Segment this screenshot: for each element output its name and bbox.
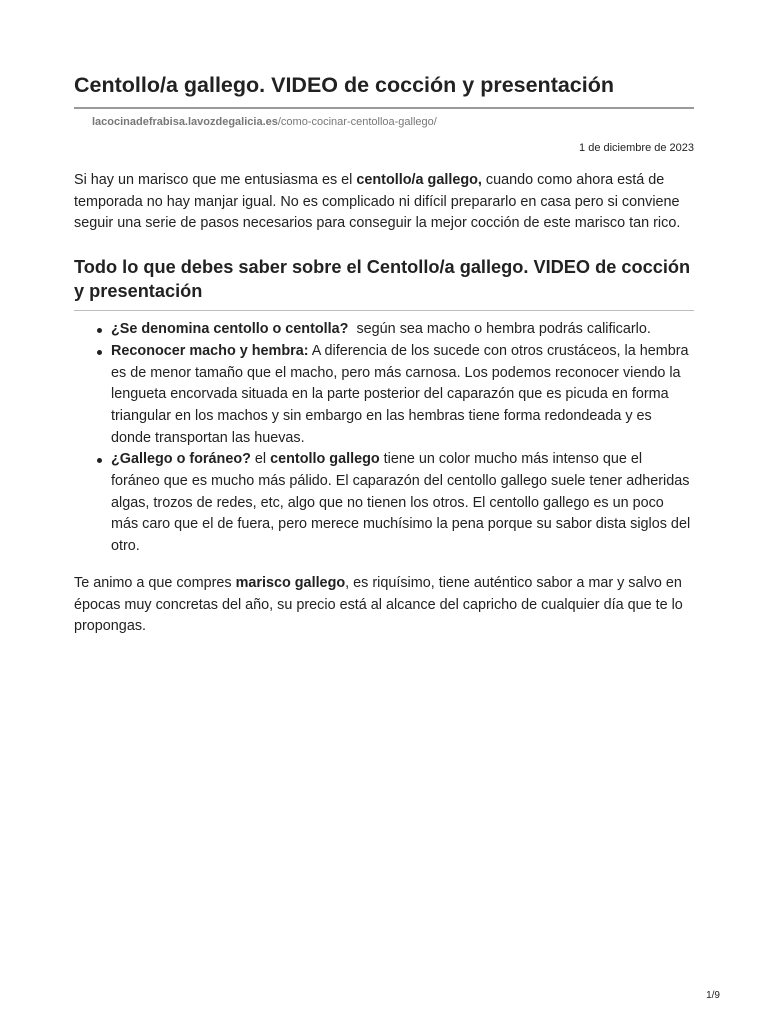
bullet-icon xyxy=(97,350,102,355)
page-number: 1/9 xyxy=(706,990,720,1001)
section-divider xyxy=(74,310,694,311)
closing-text-2: , es riquísimo, tiene auténtico sabor a mar y salvo en épocas muy concretas del año, su precio está al alcance del capricho de cualquier día que te lo propongas. xyxy=(74,574,683,635)
article-page xyxy=(74,0,694,638)
bullet-icon xyxy=(97,328,102,333)
publish-date: 1 de diciembre de 2023 xyxy=(579,142,694,154)
list-item-bold: ¿Gallego o foráneo? xyxy=(111,451,251,468)
source-link[interactable] xyxy=(74,115,694,129)
list-item xyxy=(111,449,694,558)
page-title: Centollo/a gallego. VIDEO de cocción y presentación xyxy=(74,73,615,97)
bullet-list xyxy=(74,319,694,558)
bullet-icon xyxy=(97,458,102,463)
list-item-bold-2: centollo gallego xyxy=(270,451,380,468)
list-item-text-2: tiene un color mucho más intenso que el foráneo que es mucho más pálido. El caparazón del centollo gallego suele tener adheridas algas, trozos de redes, etc, algo que no tienen los otros. El centollo gallego es un poco más caro que el de fuera, pero merece muchísimo la pena porque su sabor dista siglos del otro. xyxy=(111,451,691,555)
list-item-bold: Reconocer macho y hembra: xyxy=(111,342,309,359)
section-heading: Todo lo que debes saber sobre el Centollo/a gallego. VIDEO de cocción y presentación xyxy=(74,257,691,302)
list-item-text: según sea macho o hembra podrás calificarlo. xyxy=(348,321,651,338)
source-domain[interactable]: lacocinadefrabisa.lavozdegalicia.es xyxy=(92,116,278,128)
closing-paragraph xyxy=(74,573,694,638)
source-path[interactable]: /como-cocinar-centolloa-gallego/ xyxy=(277,116,437,128)
intro-text-1: Si hay un marisco que me entusiasma es el xyxy=(74,172,357,188)
closing-text-1: Te animo a que compres xyxy=(74,574,236,591)
list-item-text: el xyxy=(250,451,271,468)
list-item xyxy=(111,341,694,450)
intro-paragraph xyxy=(74,170,694,235)
list-item-bold: ¿Se denomina centollo o centolla? xyxy=(111,321,349,338)
closing-bold-1: marisco gallego xyxy=(235,574,346,591)
intro-text-2: cuando como ahora está de temporada no hay manjar igual. No es complicado ni difícil prepararlo en casa pero si conviene seguir una serie de pasos necesarios para conseguir la mejor cocción de este marisco tan rico. xyxy=(74,172,681,232)
title-divider xyxy=(74,107,694,109)
intro-bold-1: centollo/a gallego, xyxy=(356,172,482,188)
list-item xyxy=(111,319,694,341)
list-item-text: A diferencia de los sucede con otros crustáceos, la hembra es de menor tamaño que el macho, pero más carnosa. Los podemos reconocer viendo la lengueta encorvada situada en la parte posterior del caparazón que es picuda en forma triangular en los machos y sin embargo en las hembras tiene forma redondeada y es donde transportan las huevas. xyxy=(111,342,689,446)
